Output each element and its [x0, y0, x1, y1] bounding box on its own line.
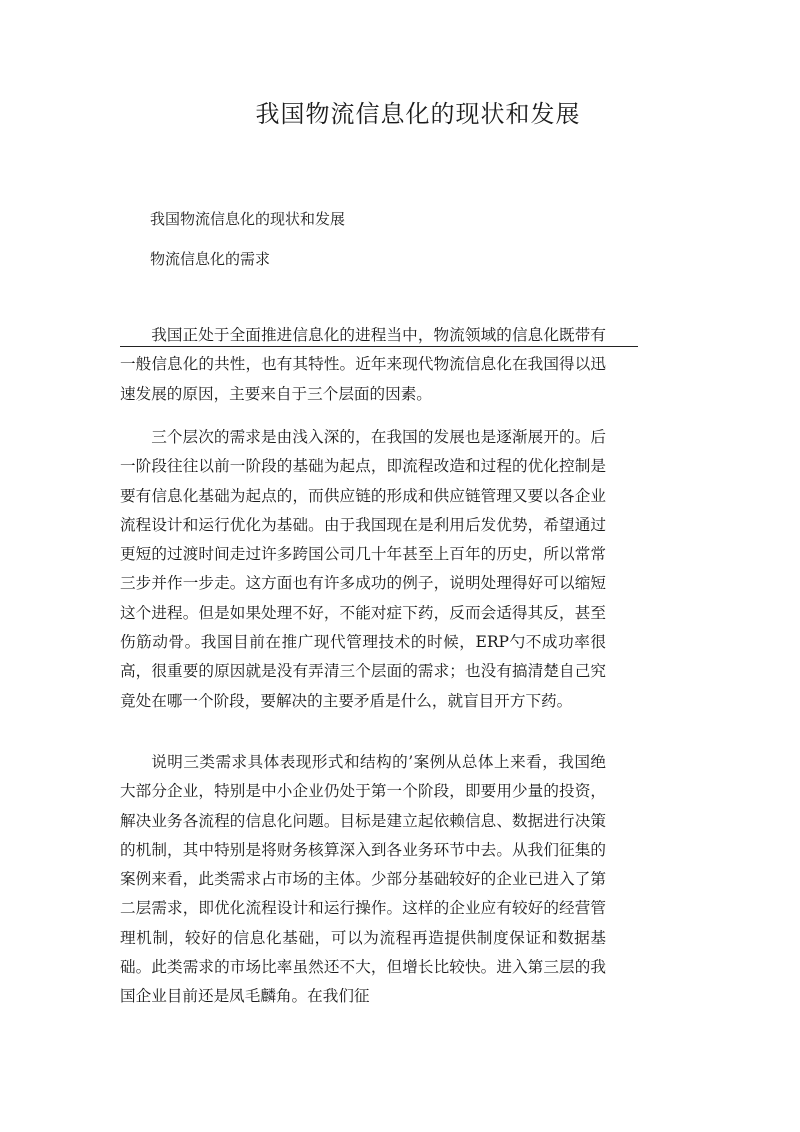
- paragraph-3: 说明三类需求具体表现形式和结构的’案例从总体上来看，我国绝大部分企业，特别是中小企业仍处于第一个阶段，即要用少量的投资，解决业务各流程的信息化问题。目标是建立起依赖信息、数据进行决策的机制，其中特别是将财务核算深入到各业务环节中去。从我们征集的案例来看，此类需求占市场的主体。少部分基础较好的企业已进入了第二层需求，即优化流程设计和运行操作。这样的企业应有较好的经营管理机制，较好的信息化基础，可以为流程再造提供制度保证和数据基础。此类需求的市场比率虽然还不大，但增长比较快。进入第三层的我国企业目前还是凤毛麟角。在我们征: [120, 753, 606, 1006]
- subheading-1: 我国物流信息化的现状和发展: [150, 210, 346, 228]
- paragraph-1: 我国正处于全面推进信息化的进程当中，物流领域的信息化既带有一般信息化的共性，也有其特性。近年来现代物流信息化在我国得以迅速发展的原因，主要来自于三个层面的因素。: [120, 326, 606, 403]
- paragraph-2: 三个层次的需求是由浅入深的，在我国的发展也是逐渐展开的。后一阶段往往以前一阶段的基础为起点，即流程改造和过程的优化控制是要有信息化基础为起点的，而供应链的形成和供应链管理又要以各企业流程设计和运行优化为基础。由于我国现在是利用后发优势，希望通过更短的过渡时间走过许多跨国公司几十年甚至上百年的历史，所以常常三步并作一步走。这方面也有许多成功的例子，说明处理得好可以缩短这个进程。但是如果处理不好，不能对症下药，反而会适得其反，甚至伤筋动骨。我国目前在推广现代管理技术的时候，ERP勺不成功率很高，很重要的原因就是没有弄清三个层面的需求；也没有搞清楚自己究竟处在哪一个阶段，要解决的主要矛盾是什么，就盲目开方下药。: [120, 428, 606, 710]
- subheading-2: 物流信息化的需求: [150, 250, 271, 268]
- page-title: 我国物流信息化的现状和发展: [255, 100, 581, 128]
